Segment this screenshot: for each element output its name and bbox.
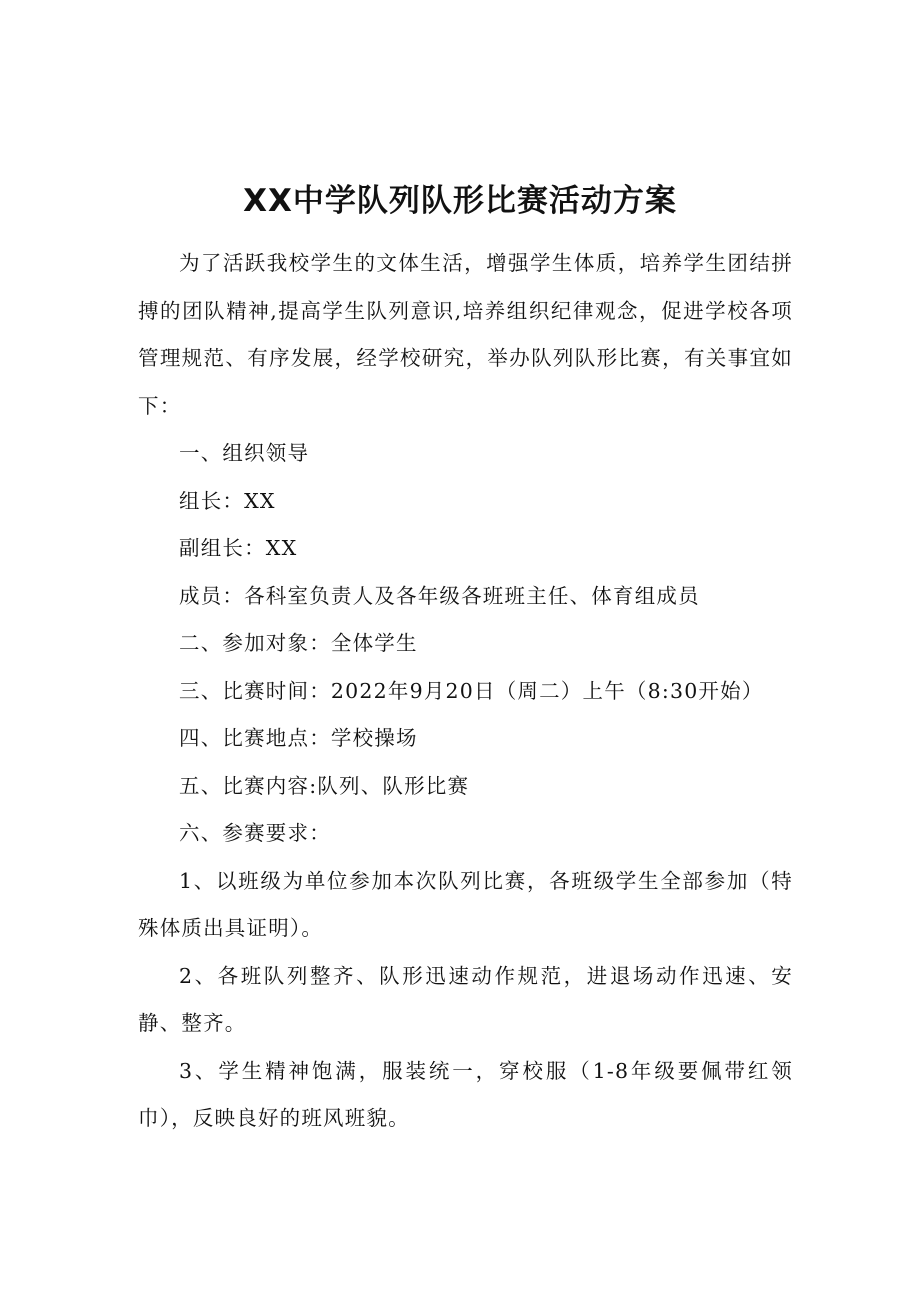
document-title: XX中学队列队形比赛活动方案 — [243, 183, 677, 219]
requirement-item-3: 3、学生精神饱满，服装统一，穿校服（1-8年级要佩带红领巾），反映良好的班风班貌。 — [138, 1058, 793, 1130]
participants-line: 二、参加对象：全体学生 — [179, 631, 418, 655]
requirements-heading: 六、参赛要求： — [179, 821, 331, 845]
competition-location-line: 四、比赛地点：学校操场 — [179, 726, 418, 750]
competition-content-line: 五、比赛内容:队列、队形比赛 — [179, 773, 470, 798]
requirement-item-2: 2、各班队列整齐、队形迅速动作规范，进退场动作迅速、安静、整齐。 — [138, 963, 793, 1035]
members-line: 成员：各科室负责人及各年级各班班主任、体育组成员 — [179, 583, 700, 608]
intro-paragraph: 为了活跃我校学生的文体生活，增强学生体质，培养学生团结拼搏的团队精神,提高学生队列意识,培养组织纪律观念，促进学校各项管理规范、有序发展，经学校研究，举办队列队形比赛，有关事宜如下： — [138, 251, 793, 418]
leader-line: 组长：XX — [179, 488, 276, 513]
deputy-leader-line: 副组长：XX — [179, 536, 298, 560]
competition-time-line: 三、比赛时间：2022年9月20日（周二）上午（8:30开始） — [179, 678, 764, 703]
requirement-item-1: 1、以班级为单位参加本次队列比赛，各班级学生全部参加（特殊体质出具证明）。 — [138, 868, 793, 940]
document-body — [138, 240, 793, 1143]
section-organization-heading: 一、组织领导 — [179, 441, 310, 465]
